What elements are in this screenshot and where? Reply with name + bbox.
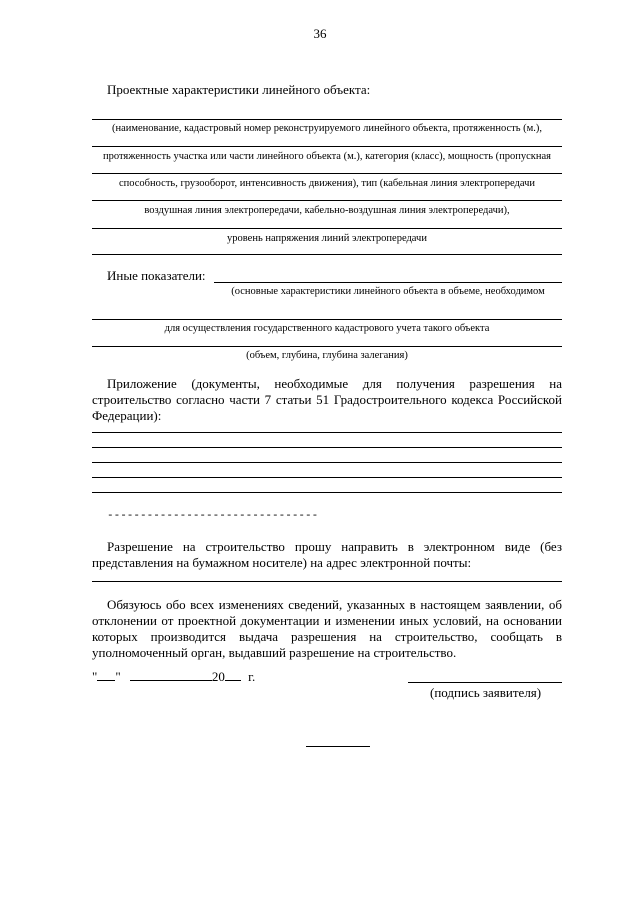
input-line-other-3[interactable] [92, 346, 562, 347]
signature-line[interactable] [408, 682, 562, 683]
input-line-object-name[interactable] [92, 119, 562, 120]
other-caption-1: (основные характеристики линейного объекта в объеме, необходимом [231, 286, 545, 297]
input-line-capacity[interactable] [92, 173, 562, 174]
date-line [92, 668, 255, 685]
email-input-line[interactable] [92, 581, 562, 582]
page-number: 36 [313, 26, 327, 41]
date-day-field[interactable] [97, 668, 115, 681]
attachment-line-4[interactable] [92, 477, 562, 478]
attachment-line-3[interactable] [92, 462, 562, 463]
input-line-type[interactable] [92, 200, 562, 201]
section-title: Проектные характеристики линейного объекта: [107, 82, 371, 97]
caption-line-4: воздушная линия электропередачи, кабельно-воздушная линия электропередачи), [144, 205, 510, 216]
attachment-line-5[interactable] [92, 492, 562, 493]
attachment-line-2[interactable] [92, 447, 562, 448]
caption-line-2: протяженность участка или части линейного объекта (м.), категория (класс), мощность (пропускная [103, 151, 551, 162]
other-caption-3: (объем, глубина, глубина залегания) [246, 350, 408, 361]
input-line-voltage[interactable] [92, 228, 562, 229]
obligation-paragraph: Обязуюсь обо всех изменениях сведений, указанных в настоящем заявлении, об отклонении от проектной документации и изменении иных условий, на основании которых производится выдача разрешения на строительство, сообщать в уполномоченный орган, выдавший разрешение на строительство. [92, 597, 562, 660]
input-line-extra[interactable] [92, 254, 562, 255]
signature-caption: (подпись заявителя) [430, 685, 542, 700]
date-year-prefix: 20 [211, 669, 225, 684]
date-year-suffix: г. [248, 669, 256, 684]
date-quote-close: " [115, 669, 121, 684]
caption-line-1: (наименование, кадастровый номер реконструируемого линейного объекта, протяженность (м.), [111, 123, 543, 134]
other-caption-2: для осуществления государственного кадастрового учета такого объекта [164, 323, 490, 334]
email-request-paragraph: Разрешение на строительство прошу направить в электронном виде (без представления на бумажном носителе) на адрес электронной почты: [92, 539, 562, 570]
other-indicators-label: Иные показатели: [107, 268, 206, 283]
input-line-other-indicators[interactable] [214, 282, 562, 283]
caption-line-3: способность, грузооборот, интенсивность движения), тип (кабельная линия электропередачи [118, 178, 536, 189]
attachment-line-1[interactable] [92, 432, 562, 433]
footnote-separator: -------------------------------- [107, 510, 319, 522]
date-quote-open: " [92, 669, 98, 684]
input-line-other-2[interactable] [92, 319, 562, 320]
page-end-rule [306, 746, 370, 747]
date-year-field[interactable] [225, 668, 241, 681]
input-line-length[interactable] [92, 146, 562, 147]
caption-line-5: уровень напряжения линий электропередачи [227, 233, 427, 244]
date-month-field[interactable] [130, 668, 212, 681]
attachment-paragraph: Приложение (документы, необходимые для получения разрешения на строительство согласно части 7 статьи 51 Градостроительного кодекса Российской Федерации): [92, 376, 562, 423]
